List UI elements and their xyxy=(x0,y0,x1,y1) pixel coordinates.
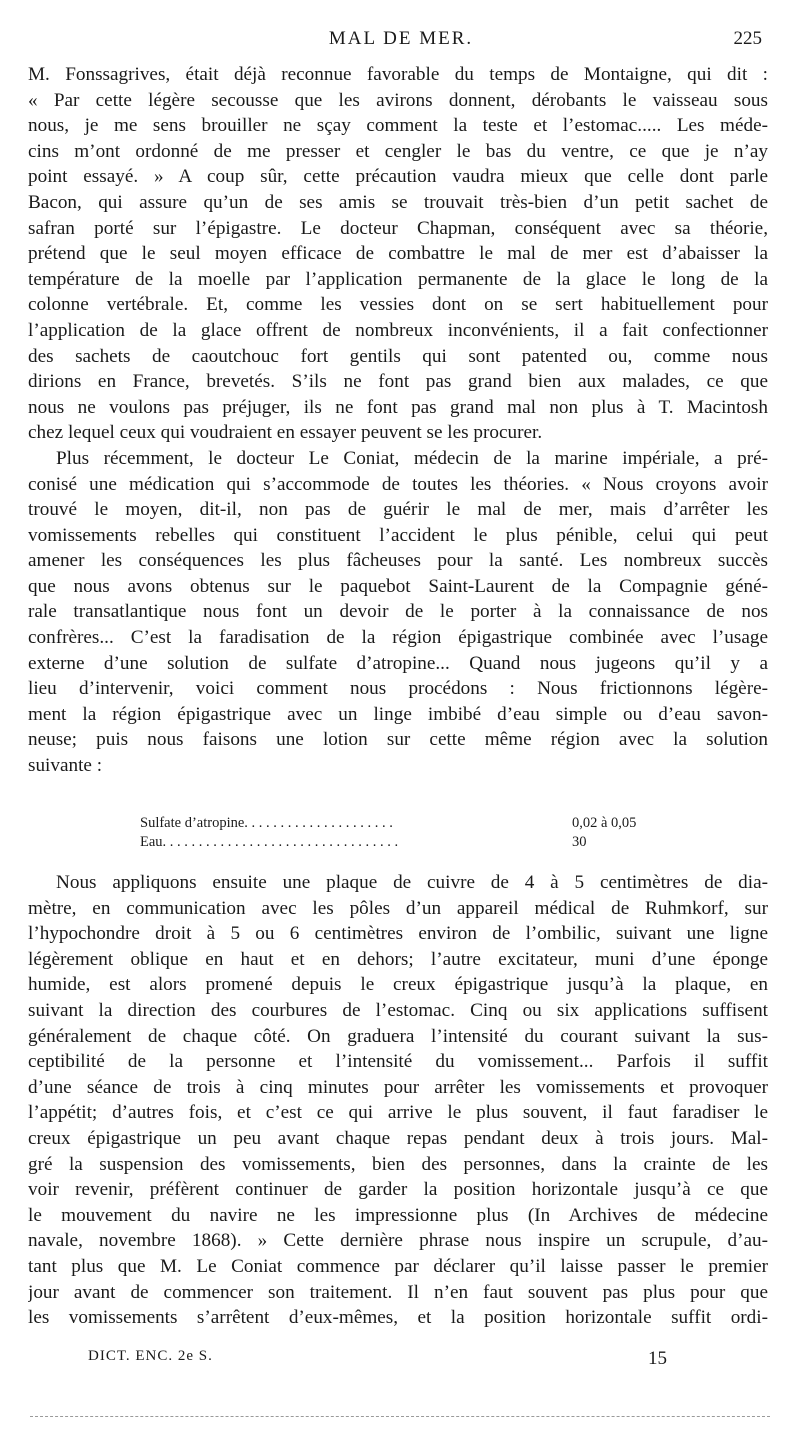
text-line: légèrement oblique en haut et en dehors; l’autre excitateur, muni d’une éponge xyxy=(28,948,768,970)
text-line: cins m’ont ordonné de me presser et cengler le bas du ventre, ce que je n’ay xyxy=(28,140,768,162)
text-line: humide, est alors promené depuis le creux épigastrique jusqu’à la plaque, en xyxy=(28,974,768,996)
text-line: nous, je me sens brouiller ne sçay comment la teste et l’estomac..... Les méde- xyxy=(28,115,768,137)
formula-quantity: 0,02 à 0,05 xyxy=(572,815,637,831)
formula-row xyxy=(140,814,660,833)
text-line: que nous avons obtenus sur le paquebot Saint-Laurent de la Compagnie géné- xyxy=(28,575,768,597)
text-line: le mouvement du navire ne les impressionne plus (In Archives de médecine xyxy=(28,1204,768,1226)
text-line: dirions en France, brevetés. S’ils ne font pas grand bien aux malades, ce que xyxy=(28,371,768,393)
text-line: « Par cette légère secousse que les avirons donnent, dérobants le vaisseau sous xyxy=(28,89,768,111)
text-line: voir revenir, préfèrent continuer de garder la position horizontale jusqu’à ce que xyxy=(28,1179,768,1201)
text-line: mètre, en communication avec les pôles d’un appareil médical de Ruhmkorf, sur xyxy=(28,897,768,919)
text-line: l’application de la glace offrent de nombreux inconvénients, il a fait confectionner xyxy=(28,319,768,341)
text-line: Plus récemment, le docteur Le Coniat, médecin de la marine impériale, a pré- xyxy=(56,447,768,469)
formula-row xyxy=(140,833,660,852)
formula-ingredient: Eau. . . . . . . . . . . . . . . . . . . . . . . . . . . . . . . . . xyxy=(140,834,399,850)
page-number: 225 xyxy=(733,28,762,49)
text-line: gré la suspension des vomissements, bien des personnes, dans la crainte de les xyxy=(28,1153,768,1175)
formula-table xyxy=(140,814,660,852)
text-line: ceptibilité de la personne et l’intensité du vomissement... Parfois il suffit xyxy=(28,1051,768,1073)
continuation-text-block xyxy=(28,870,768,1331)
formula-ingredient: Sulfate d’atropine. . . . . . . . . . . . . . . . . . . . . xyxy=(140,815,393,831)
text-line: lieu d’intervenir, voici comment nous procédons : Nous frictionnons légère- xyxy=(28,678,768,700)
text-line: chez lequel ceux qui voudraient en essayer peuvent se les procurer. xyxy=(28,422,543,444)
formula-quantity: 30 xyxy=(572,834,587,850)
text-line: confrères... C’est la faradisation de la région épigastrique combinée avec l’usage xyxy=(28,627,768,649)
text-line: colonne vertébrale. Et, comme les vessies dont on se sert habituellement pour xyxy=(28,294,768,316)
text-line: safran porté sur l’épigastre. Le docteur Chapman, conséquent avec sa théorie, xyxy=(28,217,768,239)
text-line: amener les conséquences les plus fâcheuses pour la santé. Les nombreux succès xyxy=(28,550,768,572)
text-line: nous ne voulons pas préjuger, ils ne font pas grand mal non plus à T. Macintosh xyxy=(28,396,768,418)
text-line: point essayé. » A coup sûr, cette précaution vaudra mieux que celle dont parle xyxy=(28,166,768,188)
text-line: l’hypochondre droit à 5 ou 6 centimètres environ de l’ombilic, suivant une ligne xyxy=(28,923,768,945)
text-line: rale transatlantique nous font un devoir de le porter à la connaissance de nos xyxy=(28,601,768,623)
text-line: trouvé le moyen, dit-il, non pas de guérir le mal de mer, mais d’arrêter les xyxy=(28,499,768,521)
signature-mark: DICT. ENC. 2e S. xyxy=(88,1348,213,1364)
running-head xyxy=(40,28,762,54)
bottom-dashed-rule xyxy=(30,1416,770,1417)
running-title: MAL DE MER. xyxy=(328,28,474,49)
text-line: conisé une médication qui s’accommode de toutes les théories. « Nous croyons avoir xyxy=(28,473,768,495)
text-line: suivante : xyxy=(28,755,103,777)
text-line: suivant la direction des courbures de l’estomac. Cinq ou six applications suffisent xyxy=(28,999,768,1021)
text-line: vomissements rebelles qui constituent l’accident le plus pénible, celui qui peut xyxy=(28,524,768,546)
text-line: creux épigastrique un peu avant chaque repas pendant deux à trois jours. Mal- xyxy=(28,1127,768,1149)
text-line: des sachets de caoutchouc fort gentils qui sont patented ou, comme nous xyxy=(28,345,768,367)
text-line: jour avant de commencer son traitement. Il n’en faut souvent pas plus pour que xyxy=(28,1281,768,1303)
text-line: les vomissements s’arrêtent d’eux-mêmes, et la position horizontale suffit ordi- xyxy=(28,1307,768,1329)
text-line: généralement de chaque côté. On graduera l’intensité du courant suivant la sus- xyxy=(28,1025,768,1047)
text-line: tant plus que M. Le Coniat commence par déclarer qu’il laisse passer le premier xyxy=(28,1255,768,1277)
sheet-number: 15 xyxy=(648,1348,667,1369)
text-line: prétend que le seul moyen efficace de combattre le mal de mer est d’abaisser la xyxy=(28,243,768,265)
text-line: externe d’une solution de sulfate d’atropine... Quand nous jugeons qu’il y a xyxy=(28,652,768,674)
main-text-block xyxy=(28,62,768,779)
text-line: ment la région épigastrique avec un linge imbibé d’eau simple ou d’eau savon- xyxy=(28,703,768,725)
text-line: M. Fonssagrives, était déjà reconnue favorable du temps de Montaigne, qui dit : xyxy=(28,64,768,85)
text-line: température de la moelle par l’application permanente de la glace le long de la xyxy=(28,268,768,290)
text-line: d’une séance de trois à cinq minutes pour arrêter les vomissements et provoquer xyxy=(28,1076,768,1098)
page-footer xyxy=(88,1348,688,1372)
text-line: l’appétit; d’autres fois, et c’est ce qui arrive le plus souvent, il faut faradiser le xyxy=(28,1102,768,1124)
text-line: Nous appliquons ensuite une plaque de cuivre de 4 à 5 centimètres de dia- xyxy=(56,872,768,893)
text-line: neuse; puis nous faisons une lotion sur cette même région avec la solution xyxy=(28,729,768,751)
text-line: navale, novembre 1868). » Cette dernière phrase nous inspire un scrupule, d’au- xyxy=(28,1230,768,1252)
text-line: Bacon, qui assure qu’un de ses amis se trouvait très-bien d’un petit sachet de xyxy=(28,191,768,213)
